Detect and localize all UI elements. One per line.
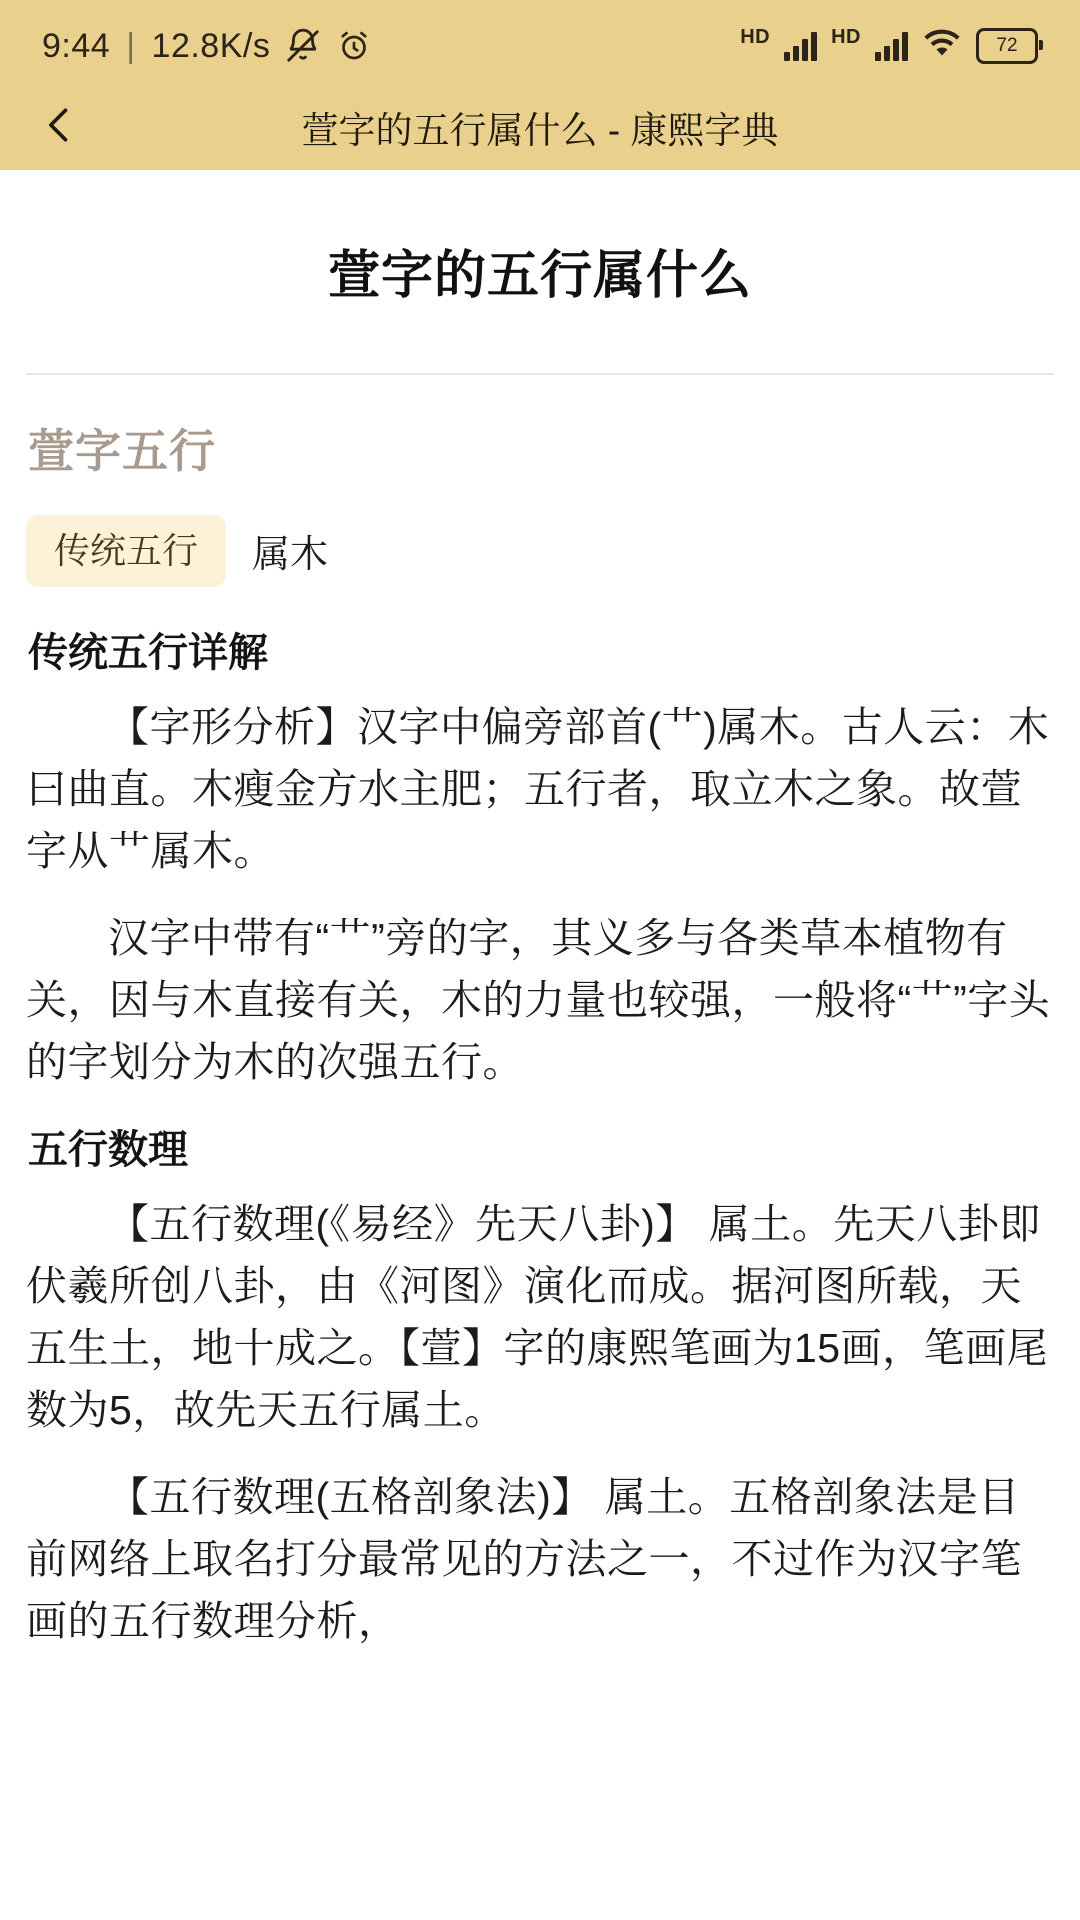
status-bar [0,0,1080,92]
title-divider [26,373,1054,375]
paragraph-grass-radical: 汉字中带有“艹”旁的字，其义多与各类草本植物有关，因与木直接有关，木的力量也较强，一般将“艹”字头的字划分为木的次强五行。 [26,914,1051,1086]
traditional-wuxing-row [26,515,1054,587]
subheading-traditional-detail: 传统五行详解 [28,630,268,675]
status-separator: | [126,26,136,65]
signal-bars-sim1-icon [784,31,817,61]
hd-badge-sim1: HD [740,26,771,48]
paragraph-glyph-analysis: 【字形分析】汉字中偏旁部首(艹)属木。古人云：木曰曲直。木瘦金方水主肥；五行者，取立木之象。故萱字从艹属木。 [26,703,1050,875]
back-chevron-icon [38,103,82,152]
subheading-numerology: 五行数理 [28,1127,188,1172]
mute-bell-icon [284,27,322,65]
status-clock: 9:44 [42,26,111,65]
page-title: 萱字的五行属什么 [327,246,752,305]
app-bar-title: 萱字的五行属什么 - 康熙字典 [301,110,779,151]
status-network-speed: 12.8K/s [151,26,271,65]
traditional-wuxing-label: 传统五行 [26,515,226,587]
status-bar-right [740,28,1038,65]
section-title-wuxing: 萱字五行 [28,424,216,477]
alarm-clock-icon [336,28,372,64]
app-bar [0,92,1080,170]
battery-indicator [976,28,1038,64]
signal-bars-sim2-icon [875,31,908,61]
hd-badge-sim2: HD [831,26,861,48]
article-content [0,205,1080,1653]
paragraph-bagua-numerology: 【五行数理(《易经》先天八卦)】 属土。先天八卦即伏羲所创八卦，由《河图》演化而成。据河图所载，天五生土，地十成之。【萱】字的康熙笔画为15画，笔画尾数为5，故先天五行属土。 [26,1200,1049,1434]
traditional-wuxing-value: 属木 [252,534,329,577]
back-button[interactable] [30,97,90,157]
paragraph-wuge-numerology: 【五行数理(五格剖象法)】 属土。五格剖象法是目前网络上取名打分最常见的方法之一，不过作为汉字笔画的五行数理分析， [26,1473,1022,1645]
status-bar-left [42,27,372,66]
wifi-icon [922,28,962,65]
battery-level-text: 72 [996,35,1018,56]
